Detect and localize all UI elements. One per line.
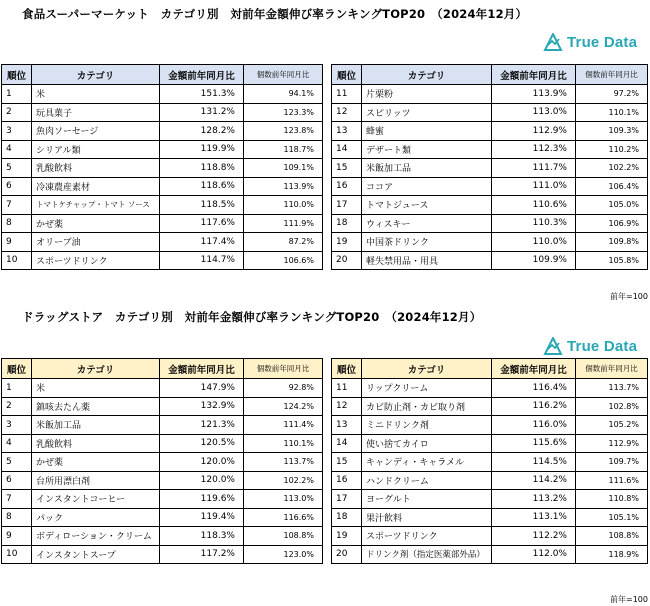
category-cell: 鎮咳去たん薬 <box>32 397 160 416</box>
truedata-logo-icon <box>543 33 563 51</box>
amount-cell: 111.0% <box>492 177 576 196</box>
amount-cell: 118.6% <box>160 177 244 196</box>
amount-cell: 117.2% <box>160 545 244 564</box>
table-row <box>332 196 648 215</box>
amount-cell: 112.2% <box>492 527 576 546</box>
header-count: 個数前年同月比 <box>244 359 323 379</box>
amount-cell: 131.2% <box>160 103 244 122</box>
count-cell: 109.3% <box>576 122 648 141</box>
rank-cell: 3 <box>2 416 32 435</box>
amount-cell: 112.3% <box>492 140 576 159</box>
table-row <box>2 471 323 490</box>
category-cell: 片栗粉 <box>362 85 492 104</box>
drug-rank-table-right <box>331 358 648 564</box>
count-cell: 123.3% <box>244 103 323 122</box>
amount-cell: 118.3% <box>160 527 244 546</box>
count-cell: 109.1% <box>244 159 323 178</box>
rank-cell: 3 <box>2 122 32 141</box>
header-rank: 順位 <box>2 65 32 85</box>
table-row <box>2 233 323 252</box>
amount-cell: 118.5% <box>160 196 244 215</box>
rank-cell: 7 <box>2 196 32 215</box>
category-cell: トマトジュース <box>362 196 492 215</box>
count-cell: 92.8% <box>244 379 323 398</box>
rank-cell: 14 <box>332 434 362 453</box>
table-row <box>2 434 323 453</box>
category-cell: ボディローション・クリーム <box>32 527 160 546</box>
rank-cell: 5 <box>2 453 32 472</box>
amount-cell: 119.9% <box>160 140 244 159</box>
category-cell: 蜂蜜 <box>362 122 492 141</box>
count-cell: 118.9% <box>576 545 648 564</box>
amount-cell: 118.8% <box>160 159 244 178</box>
count-cell: 108.8% <box>576 527 648 546</box>
rank-cell: 8 <box>2 508 32 527</box>
rank-cell: 8 <box>2 214 32 233</box>
table-row <box>2 122 323 141</box>
count-cell: 116.6% <box>244 508 323 527</box>
rank-cell: 15 <box>332 453 362 472</box>
count-cell: 110.1% <box>244 434 323 453</box>
category-cell: 米 <box>32 85 160 104</box>
category-cell: 乳酸飲料 <box>32 159 160 178</box>
count-cell: 105.0% <box>576 196 648 215</box>
count-cell: 106.6% <box>244 251 323 270</box>
header-count: 個数前年同月比 <box>244 65 323 85</box>
count-cell: 110.1% <box>576 103 648 122</box>
category-cell: 米 <box>32 379 160 398</box>
count-cell: 118.7% <box>244 140 323 159</box>
count-cell: 109.7% <box>576 453 648 472</box>
rank-cell: 4 <box>2 140 32 159</box>
count-cell: 110.8% <box>576 490 648 509</box>
rank-cell: 6 <box>2 471 32 490</box>
category-cell: オリーブ油 <box>32 233 160 252</box>
count-cell: 123.0% <box>244 545 323 564</box>
table-row <box>2 177 323 196</box>
header-category: カテゴリ <box>32 65 160 85</box>
count-cell: 112.9% <box>576 434 648 453</box>
food-rank-table-right <box>331 64 648 270</box>
count-cell: 87.2% <box>244 233 323 252</box>
amount-cell: 119.6% <box>160 490 244 509</box>
table-row <box>2 103 323 122</box>
rank-cell: 18 <box>332 214 362 233</box>
amount-cell: 117.4% <box>160 233 244 252</box>
header-rank: 順位 <box>2 359 32 379</box>
food-rank-table-left <box>1 64 323 270</box>
count-cell: 124.2% <box>244 397 323 416</box>
logo <box>543 33 637 51</box>
table-row <box>332 177 648 196</box>
table-row <box>332 527 648 546</box>
count-cell: 106.4% <box>576 177 648 196</box>
rank-cell: 6 <box>2 177 32 196</box>
amount-cell: 111.7% <box>492 159 576 178</box>
table-row <box>2 251 323 270</box>
category-cell: インスタントコーヒー <box>32 490 160 509</box>
count-cell: 110.0% <box>244 196 323 215</box>
rank-cell: 18 <box>332 508 362 527</box>
rank-cell: 10 <box>2 545 32 564</box>
category-cell: かぜ薬 <box>32 214 160 233</box>
amount-cell: 121.3% <box>160 416 244 435</box>
drug-rank-table-left <box>1 358 323 564</box>
rank-cell: 17 <box>332 196 362 215</box>
count-cell: 111.6% <box>576 471 648 490</box>
table-row <box>2 397 323 416</box>
category-cell: ウィスキー <box>362 214 492 233</box>
food-section-title: 食品スーパーマーケット カテゴリ別 対前年金額伸び率ランキングTOP20 （2024年12月） <box>22 7 528 21</box>
table-row <box>332 453 648 472</box>
rank-cell: 13 <box>332 416 362 435</box>
category-cell: 軽失禁用品・用具 <box>362 251 492 270</box>
rank-cell: 16 <box>332 177 362 196</box>
category-cell: 果汁飲料 <box>362 508 492 527</box>
amount-cell: 120.0% <box>160 453 244 472</box>
food-left-body <box>2 85 323 270</box>
rank-cell: 10 <box>2 251 32 270</box>
count-cell: 113.7% <box>576 379 648 398</box>
count-cell: 102.8% <box>576 397 648 416</box>
count-cell: 108.8% <box>244 527 323 546</box>
category-cell: インスタントスープ <box>32 545 160 564</box>
amount-cell: 147.9% <box>160 379 244 398</box>
logo <box>543 337 637 355</box>
header-amount: 金額前年同月比 <box>160 359 244 379</box>
table-row <box>2 379 323 398</box>
table-row <box>332 490 648 509</box>
table-row <box>332 251 648 270</box>
category-cell: ココア <box>362 177 492 196</box>
table-row <box>332 233 648 252</box>
table-row <box>332 122 648 141</box>
category-cell: デザート類 <box>362 140 492 159</box>
category-cell: スピリッツ <box>362 103 492 122</box>
amount-cell: 151.3% <box>160 85 244 104</box>
header-category: カテゴリ <box>362 359 492 379</box>
drug-note: 前年=100 <box>610 595 648 604</box>
rank-cell: 12 <box>332 103 362 122</box>
amount-cell: 113.9% <box>492 85 576 104</box>
table-row <box>332 545 648 564</box>
amount-cell: 114.7% <box>160 251 244 270</box>
rank-cell: 12 <box>332 397 362 416</box>
header-rank: 順位 <box>332 359 362 379</box>
amount-cell: 116.2% <box>492 397 576 416</box>
count-cell: 113.9% <box>244 177 323 196</box>
rank-cell: 15 <box>332 159 362 178</box>
count-cell: 106.9% <box>576 214 648 233</box>
rank-cell: 7 <box>2 490 32 509</box>
table-row <box>332 434 648 453</box>
rank-cell: 14 <box>332 140 362 159</box>
rank-cell: 17 <box>332 490 362 509</box>
amount-cell: 132.9% <box>160 397 244 416</box>
table-row <box>332 103 648 122</box>
header-amount: 金額前年同月比 <box>492 65 576 85</box>
category-cell: 魚肉ソーセージ <box>32 122 160 141</box>
table-row <box>332 397 648 416</box>
table-row <box>2 527 323 546</box>
rank-cell: 4 <box>2 434 32 453</box>
rank-cell: 13 <box>332 122 362 141</box>
category-cell: トマトケチャップ・トマト ソース <box>32 196 160 215</box>
header-amount: 金額前年同月比 <box>160 65 244 85</box>
count-cell: 111.9% <box>244 214 323 233</box>
header-category: カテゴリ <box>32 359 160 379</box>
count-cell: 105.2% <box>576 416 648 435</box>
category-cell: 乳酸飲料 <box>32 434 160 453</box>
category-cell: 使い捨てカイロ <box>362 434 492 453</box>
food-note: 前年=100 <box>610 292 648 301</box>
category-cell: パック <box>32 508 160 527</box>
table-row <box>2 545 323 564</box>
rank-cell: 5 <box>2 159 32 178</box>
category-cell: ヨーグルト <box>362 490 492 509</box>
category-cell: 米飯加工品 <box>32 416 160 435</box>
amount-cell: 110.6% <box>492 196 576 215</box>
table-row <box>2 196 323 215</box>
table-row <box>2 453 323 472</box>
amount-cell: 116.0% <box>492 416 576 435</box>
truedata-logo-icon <box>543 337 563 355</box>
amount-cell: 110.3% <box>492 214 576 233</box>
category-cell: ドリンク剤（指定医薬部外品） <box>362 545 492 564</box>
count-cell: 123.8% <box>244 122 323 141</box>
table-row <box>2 140 323 159</box>
count-cell: 111.4% <box>244 416 323 435</box>
amount-cell: 120.0% <box>160 471 244 490</box>
rank-cell: 20 <box>332 251 362 270</box>
table-row <box>332 85 648 104</box>
logo-text: True Data <box>567 337 638 355</box>
table-row <box>332 471 648 490</box>
table-row <box>332 379 648 398</box>
amount-cell: 114.5% <box>492 453 576 472</box>
rank-cell: 9 <box>2 233 32 252</box>
count-cell: 110.2% <box>576 140 648 159</box>
header-count: 個数前年同月比 <box>576 359 648 379</box>
amount-cell: 119.4% <box>160 508 244 527</box>
header-rank: 順位 <box>332 65 362 85</box>
count-cell: 105.8% <box>576 251 648 270</box>
rank-cell: 11 <box>332 85 362 104</box>
count-cell: 94.1% <box>244 85 323 104</box>
category-cell: スポーツドリンク <box>32 251 160 270</box>
amount-cell: 112.0% <box>492 545 576 564</box>
amount-cell: 113.2% <box>492 490 576 509</box>
amount-cell: 117.6% <box>160 214 244 233</box>
category-cell: ハンドクリーム <box>362 471 492 490</box>
rank-cell: 19 <box>332 527 362 546</box>
amount-cell: 113.1% <box>492 508 576 527</box>
food-right-body <box>332 85 648 270</box>
rank-cell: 20 <box>332 545 362 564</box>
header-count: 個数前年同月比 <box>576 65 648 85</box>
drug-left-body <box>2 379 323 564</box>
count-cell: 113.0% <box>244 490 323 509</box>
category-cell: 台所用漂白剤 <box>32 471 160 490</box>
amount-cell: 110.0% <box>492 233 576 252</box>
header-amount: 金額前年同月比 <box>492 359 576 379</box>
table-row <box>332 214 648 233</box>
category-cell: かぜ薬 <box>32 453 160 472</box>
count-cell: 97.2% <box>576 85 648 104</box>
amount-cell: 114.2% <box>492 471 576 490</box>
count-cell: 109.8% <box>576 233 648 252</box>
category-cell: 中国茶ドリンク <box>362 233 492 252</box>
drug-section-title: ドラッグストア カテゴリ別 対前年金額伸び率ランキングTOP20 （2024年12月） <box>22 310 482 324</box>
rank-cell: 1 <box>2 379 32 398</box>
rank-cell: 19 <box>332 233 362 252</box>
table-row <box>2 159 323 178</box>
amount-cell: 112.9% <box>492 122 576 141</box>
amount-cell: 116.4% <box>492 379 576 398</box>
amount-cell: 128.2% <box>160 122 244 141</box>
category-cell: シリアル類 <box>32 140 160 159</box>
category-cell: スポーツドリンク <box>362 527 492 546</box>
table-row <box>2 214 323 233</box>
rank-cell: 16 <box>332 471 362 490</box>
rank-cell: 11 <box>332 379 362 398</box>
table-row <box>332 140 648 159</box>
table-row <box>332 159 648 178</box>
category-cell: 米飯加工品 <box>362 159 492 178</box>
logo-text: True Data <box>567 33 638 51</box>
amount-cell: 115.6% <box>492 434 576 453</box>
count-cell: 102.2% <box>576 159 648 178</box>
category-cell: リップクリーム <box>362 379 492 398</box>
table-row <box>2 490 323 509</box>
category-cell: カビ防止剤・カビ取り剤 <box>362 397 492 416</box>
amount-cell: 109.9% <box>492 251 576 270</box>
count-cell: 113.7% <box>244 453 323 472</box>
table-row <box>2 85 323 104</box>
rank-cell: 1 <box>2 85 32 104</box>
table-row <box>332 508 648 527</box>
rank-cell: 9 <box>2 527 32 546</box>
rank-cell: 2 <box>2 103 32 122</box>
category-cell: 玩具菓子 <box>32 103 160 122</box>
header-category: カテゴリ <box>362 65 492 85</box>
table-row <box>2 508 323 527</box>
drug-right-body <box>332 379 648 564</box>
rank-cell: 2 <box>2 397 32 416</box>
category-cell: ミニドリンク剤 <box>362 416 492 435</box>
table-row <box>2 416 323 435</box>
amount-cell: 120.5% <box>160 434 244 453</box>
amount-cell: 113.0% <box>492 103 576 122</box>
category-cell: キャンディ・キャラメル <box>362 453 492 472</box>
count-cell: 105.1% <box>576 508 648 527</box>
count-cell: 102.2% <box>244 471 323 490</box>
category-cell: 冷凍農産素材 <box>32 177 160 196</box>
table-row <box>332 416 648 435</box>
